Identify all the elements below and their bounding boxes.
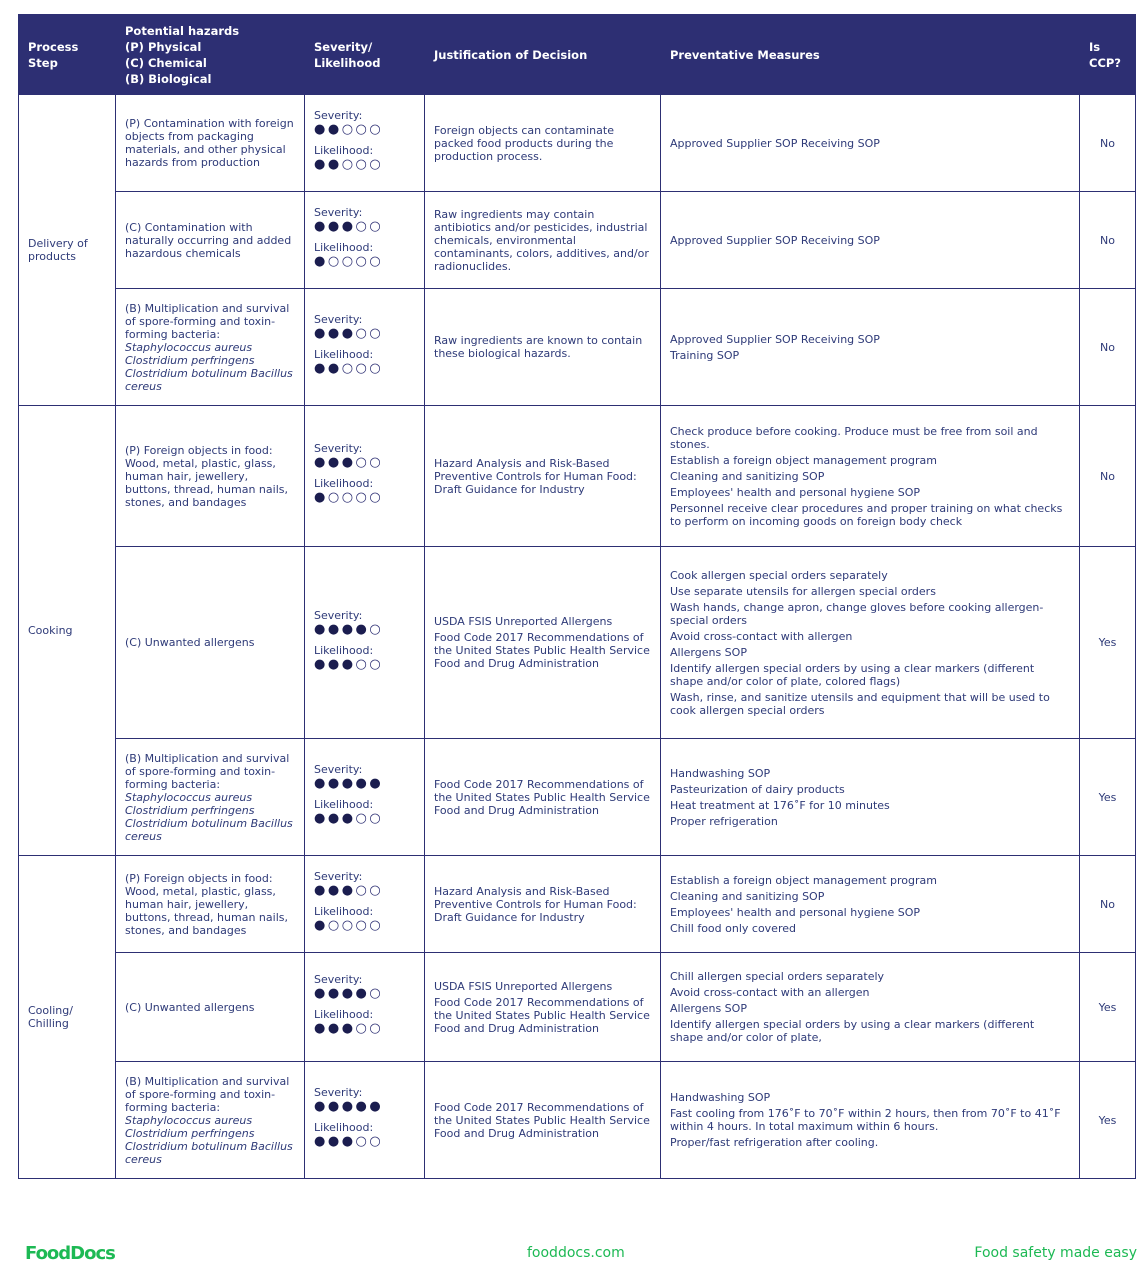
empty-dot-icon: ○ — [327, 918, 342, 933]
severity-likelihood-cell — [305, 192, 425, 289]
filled-dot-icon: ● — [314, 1134, 328, 1149]
footer — [0, 1243, 1148, 1265]
hazard-cell — [116, 95, 305, 192]
table-row — [19, 739, 1136, 856]
measure-item: Identify allergen special orders by using a clear markers (different shape and/or color of plate, — [670, 1018, 1035, 1044]
severity-rating — [314, 622, 415, 638]
justification-cell — [425, 1062, 661, 1179]
filled-dot-icon: ● — [314, 656, 328, 672]
measure-item: Chill food only covered — [670, 921, 796, 935]
likelihood-label: Likelihood: — [314, 643, 374, 657]
filled-dot-icon: ● — [327, 776, 342, 791]
likelihood-label: Likelihood: — [314, 798, 374, 811]
fooddocs-logo: FoodDocs — [25, 1243, 115, 1264]
ccp-cell: No — [1080, 192, 1136, 289]
severity-rating — [314, 883, 415, 899]
justification-cell — [425, 739, 661, 856]
hazard-cell — [116, 547, 305, 739]
filled-dot-icon: ● — [341, 986, 356, 1001]
filled-dot-icon: ● — [341, 621, 356, 637]
measure-item: Employees' health and personal hygiene SOP — [670, 905, 921, 919]
severity-likelihood-cell — [305, 953, 425, 1062]
severity-likelihood-cell — [305, 406, 425, 547]
bacteria-name: Clostridium botulinum Bacillus cereus — [125, 1139, 293, 1166]
filled-dot-icon: ● — [314, 361, 328, 376]
measures-cell — [661, 953, 1080, 1062]
justification-text: USDA FSIS Unreported Allergens — [434, 979, 613, 993]
filled-dot-icon: ● — [355, 776, 370, 791]
ccp-cell: Yes — [1080, 739, 1136, 856]
justification-text: Food Code 2017 Recommendations of the United States Public Health Service Food and Drug Administration — [434, 1100, 650, 1140]
filled-dot-icon: ● — [327, 122, 342, 137]
col-ccp: Is CCP? — [1080, 15, 1136, 95]
bacteria-name: Clostridium perfringens — [125, 803, 255, 817]
justification-text: Foreign objects can contaminate packed food products during the production process. — [434, 123, 614, 163]
measure-item: Allergens SOP — [670, 1002, 747, 1015]
filled-dot-icon: ● — [314, 122, 328, 137]
ccp-cell: No — [1080, 289, 1136, 406]
empty-dot-icon: ○ — [355, 811, 370, 826]
filled-dot-icon: ● — [327, 1134, 342, 1149]
ccp-cell: Yes — [1080, 1062, 1136, 1179]
ccp-cell: No — [1080, 856, 1136, 953]
likelihood-rating — [314, 657, 415, 673]
table-row — [19, 953, 1136, 1062]
filled-dot-icon: ● — [314, 883, 328, 898]
measure-item: Proper/fast refrigeration after cooling. — [670, 1136, 879, 1149]
filled-dot-icon: ● — [355, 986, 370, 1001]
severity-label: Severity: — [314, 1086, 363, 1099]
hazard-text: (C) Contamination with naturally occurring and added hazardous chemicals — [125, 220, 292, 260]
empty-dot-icon: ○ — [355, 361, 370, 376]
bacteria-name: Clostridium perfringens — [125, 1126, 255, 1140]
filled-dot-icon: ● — [314, 157, 328, 172]
empty-dot-icon: ○ — [369, 254, 384, 269]
measure-item: Employees' health and personal hygiene SOP — [670, 485, 921, 499]
measures-cell — [661, 856, 1080, 953]
bacteria-name: Clostridium perfringens — [125, 353, 255, 367]
ccp-cell: No — [1080, 95, 1136, 192]
empty-dot-icon: ○ — [355, 883, 370, 898]
filled-dot-icon: ● — [314, 986, 328, 1001]
empty-dot-icon: ○ — [341, 361, 356, 376]
filled-dot-icon: ● — [341, 1099, 356, 1114]
filled-dot-icon: ● — [327, 455, 342, 470]
table-row — [19, 95, 1136, 192]
filled-dot-icon: ● — [327, 1021, 342, 1036]
measure-item: Avoid cross-contact with allergen — [670, 629, 853, 643]
justification-text: Hazard Analysis and Risk-Based Preventive Controls for Human Food: Draft Guidance for Industry — [434, 456, 637, 496]
severity-rating — [314, 122, 415, 138]
filled-dot-icon: ● — [355, 621, 370, 637]
measure-item: Wash hands, change apron, change gloves before cooking allergen-special orders — [670, 600, 1044, 627]
justification-cell — [425, 953, 661, 1062]
filled-dot-icon: ● — [314, 254, 328, 269]
severity-label: Severity: — [314, 973, 363, 986]
filled-dot-icon: ● — [314, 219, 328, 234]
measures-cell — [661, 192, 1080, 289]
justification-text: Food Code 2017 Recommendations of the United States Public Health Service Food and Drug Administration — [434, 631, 650, 670]
empty-dot-icon: ○ — [355, 490, 370, 505]
empty-dot-icon: ○ — [341, 254, 356, 269]
filled-dot-icon: ● — [327, 656, 342, 672]
bacteria-name: Clostridium botulinum Bacillus cereus — [125, 816, 293, 843]
likelihood-label: Likelihood: — [314, 241, 374, 254]
website-link[interactable]: fooddocs.com — [527, 1245, 625, 1261]
likelihood-rating — [314, 157, 415, 173]
severity-likelihood-cell — [305, 856, 425, 953]
filled-dot-icon: ● — [327, 157, 342, 172]
empty-dot-icon: ○ — [369, 361, 384, 376]
col-justification: Justification of Decision — [425, 15, 661, 95]
hazard-cell — [116, 1062, 305, 1179]
filled-dot-icon: ● — [355, 1099, 370, 1114]
severity-label: Severity: — [314, 870, 363, 883]
hazard-text: (B) Multiplication and survival of spore-forming and toxin-forming bacteria: — [125, 751, 290, 791]
process-step-cell: Cooking — [19, 406, 116, 856]
severity-label: Severity: — [314, 442, 363, 455]
table-row — [19, 1062, 1136, 1179]
empty-dot-icon: ○ — [369, 219, 384, 234]
measures-cell — [661, 739, 1080, 856]
justification-text: Raw ingredients may contain antibiotics and/or pesticides, industrial chemicals, environmental contaminants, colors, additives, and/or radionuclides. — [434, 207, 649, 273]
filled-dot-icon: ● — [314, 490, 328, 505]
filled-dot-icon: ● — [341, 883, 356, 898]
severity-label: Severity: — [314, 608, 363, 622]
severity-likelihood-cell — [305, 547, 425, 739]
filled-dot-icon: ● — [327, 326, 342, 341]
justification-text: Hazard Analysis and Risk-Based Preventive Controls for Human Food: Draft Guidance for Industry — [434, 884, 637, 924]
empty-dot-icon: ○ — [355, 918, 370, 933]
measure-item: Chill allergen special orders separately — [670, 970, 885, 983]
haccp-table — [18, 14, 1136, 1179]
filled-dot-icon: ● — [314, 1099, 328, 1114]
empty-dot-icon: ○ — [369, 883, 384, 898]
hazards-header-line: (P) Physical — [125, 39, 202, 54]
measure-item: Allergens SOP — [670, 645, 747, 659]
filled-dot-icon: ● — [314, 326, 328, 341]
filled-dot-icon: ● — [341, 1134, 356, 1149]
severity-rating — [314, 776, 415, 792]
hazard-text: (C) Unwanted allergens — [125, 1000, 255, 1014]
table-row — [19, 856, 1136, 953]
filled-dot-icon: ● — [314, 455, 328, 470]
justification-text: USDA FSIS Unreported Allergens — [434, 615, 613, 628]
justification-cell — [425, 406, 661, 547]
severity-likelihood-cell — [305, 739, 425, 856]
filled-dot-icon: ● — [327, 621, 342, 637]
empty-dot-icon: ○ — [341, 918, 356, 933]
empty-dot-icon: ○ — [369, 621, 384, 637]
filled-dot-icon: ● — [341, 776, 356, 791]
measure-item: Personnel receive clear procedures and proper training on what checks to perform on incoming goods on foreign body check — [670, 501, 1063, 528]
empty-dot-icon: ○ — [341, 157, 356, 172]
tagline: Food safety made easy — [974, 1245, 1137, 1261]
table-row — [19, 289, 1136, 406]
severity-likelihood-cell — [305, 1062, 425, 1179]
filled-dot-icon: ● — [327, 986, 342, 1001]
table-row — [19, 547, 1136, 739]
col-measures: Preventative Measures — [661, 15, 1080, 95]
ccp-cell: Yes — [1080, 953, 1136, 1062]
hazard-text: (P) Foreign objects in food: Wood, metal, plastic, glass, human hair, jewellery, buttons, thread, human nails, stones, and bandages — [125, 443, 288, 509]
filled-dot-icon: ● — [327, 361, 342, 376]
likelihood-rating — [314, 254, 415, 270]
measures-cell — [661, 1062, 1080, 1179]
justification-text: Food Code 2017 Recommendations of the United States Public Health Service Food and Drug Administration — [434, 777, 650, 817]
severity-likelihood-cell — [305, 289, 425, 406]
justification-cell — [425, 95, 661, 192]
empty-dot-icon: ○ — [355, 326, 370, 341]
empty-dot-icon: ○ — [355, 656, 370, 672]
measure-item: Approved Supplier SOP Receiving SOP — [670, 136, 880, 150]
empty-dot-icon: ○ — [369, 656, 384, 672]
filled-dot-icon: ● — [341, 1021, 356, 1036]
hazard-text: (P) Contamination with foreign objects from packaging materials, and other physical hazards from production — [125, 117, 294, 169]
justification-text: Raw ingredients are known to contain these biological hazards. — [434, 334, 643, 360]
measure-item: Approved Supplier SOP Receiving SOP — [670, 233, 880, 247]
severity-label: Severity: — [314, 313, 363, 326]
empty-dot-icon: ○ — [369, 1021, 384, 1036]
justification-cell — [425, 192, 661, 289]
severity-label: Severity: — [314, 763, 363, 776]
filled-dot-icon: ● — [327, 219, 342, 234]
measure-item: Check produce before cooking. Produce must be free from soil and stones. — [670, 424, 1038, 451]
empty-dot-icon: ○ — [369, 811, 384, 826]
hazard-cell — [116, 856, 305, 953]
measure-item: Use separate utensils for allergen special orders — [670, 584, 936, 598]
empty-dot-icon: ○ — [327, 254, 342, 269]
severity-label: Severity: — [314, 109, 363, 122]
measure-item: Training SOP — [670, 348, 740, 362]
empty-dot-icon: ○ — [355, 1021, 370, 1036]
filled-dot-icon: ● — [369, 776, 384, 791]
likelihood-label: Likelihood: — [314, 348, 374, 361]
empty-dot-icon: ○ — [369, 326, 384, 341]
table-row — [19, 192, 1136, 289]
table-row — [19, 406, 1136, 547]
hazard-text: (C) Unwanted allergens — [125, 636, 255, 649]
measure-item: Handwashing SOP — [670, 1091, 771, 1104]
empty-dot-icon: ○ — [355, 455, 370, 470]
measures-cell — [661, 547, 1080, 739]
hazard-cell — [116, 192, 305, 289]
ccp-cell: No — [1080, 406, 1136, 547]
likelihood-label: Likelihood: — [314, 477, 374, 490]
severity-likelihood-cell — [305, 95, 425, 192]
hazards-header-line: (B) Biological — [125, 71, 212, 86]
col-hazards — [116, 15, 305, 95]
measure-item: Identify allergen special orders by using a clear markers (different shape and/or color of plate, colored flags) — [670, 661, 1035, 688]
hazard-text: (P) Foreign objects in food: Wood, metal, plastic, glass, human hair, jewellery, buttons, thread, human nails, stones, and bandages — [125, 871, 288, 937]
severity-rating — [314, 455, 415, 471]
empty-dot-icon: ○ — [369, 157, 384, 172]
table-body — [19, 95, 1136, 1179]
measure-item: Approved Supplier SOP Receiving SOP — [670, 332, 880, 346]
likelihood-rating — [314, 1134, 415, 1150]
filled-dot-icon: ● — [314, 811, 328, 826]
filled-dot-icon: ● — [341, 811, 356, 826]
measures-cell — [661, 95, 1080, 192]
hazard-text: (B) Multiplication and survival of spore-forming and toxin-forming bacteria: — [125, 301, 290, 341]
measure-item: Wash, rinse, and sanitize utensils and equipment that will be used to cook allergen special orders — [670, 690, 1050, 717]
hazard-cell — [116, 739, 305, 856]
likelihood-rating — [314, 811, 415, 827]
filled-dot-icon: ● — [341, 219, 356, 234]
empty-dot-icon: ○ — [355, 254, 370, 269]
likelihood-rating — [314, 361, 415, 377]
measure-item: Pasteurization of dairy products — [670, 782, 845, 796]
likelihood-label: Likelihood: — [314, 1121, 374, 1134]
likelihood-rating — [314, 918, 415, 934]
empty-dot-icon: ○ — [341, 122, 356, 137]
measures-cell — [661, 406, 1080, 547]
severity-rating — [314, 1099, 415, 1115]
filled-dot-icon: ● — [327, 811, 342, 826]
measure-item: Establish a foreign object management program — [670, 873, 937, 887]
measure-item: Heat treatment at 176˚F for 10 minutes — [670, 798, 890, 812]
hazard-cell — [116, 406, 305, 547]
filled-dot-icon: ● — [341, 656, 356, 672]
empty-dot-icon: ○ — [355, 219, 370, 234]
measure-item: Fast cooling from 176˚F to 70˚F within 2 hours, then from 70˚F to 41˚F within 4 hours. In total maximum within 6 hours. — [670, 1107, 1061, 1133]
measure-item: Handwashing SOP — [670, 766, 771, 780]
likelihood-label: Likelihood: — [314, 905, 374, 918]
likelihood-rating — [314, 1021, 415, 1037]
col-severity: Severity/ Likelihood — [305, 15, 425, 95]
empty-dot-icon: ○ — [369, 122, 384, 137]
empty-dot-icon: ○ — [327, 490, 342, 505]
severity-rating — [314, 219, 415, 235]
likelihood-rating — [314, 490, 415, 506]
likelihood-label: Likelihood: — [314, 144, 374, 157]
empty-dot-icon: ○ — [369, 986, 384, 1001]
measure-item: Avoid cross-contact with an allergen — [670, 986, 870, 999]
header-row — [19, 15, 1136, 95]
justification-cell — [425, 856, 661, 953]
empty-dot-icon: ○ — [355, 1134, 370, 1149]
empty-dot-icon: ○ — [341, 490, 356, 505]
filled-dot-icon: ● — [369, 1099, 384, 1114]
severity-rating — [314, 986, 415, 1002]
measure-item: Proper refrigeration — [670, 814, 778, 828]
filled-dot-icon: ● — [341, 326, 356, 341]
empty-dot-icon: ○ — [369, 1134, 384, 1149]
filled-dot-icon: ● — [327, 883, 342, 898]
measure-item: Cleaning and sanitizing SOP — [670, 889, 825, 903]
filled-dot-icon: ● — [314, 1021, 328, 1036]
process-step-cell: Cooling/ Chilling — [19, 856, 116, 1179]
measure-item: Cleaning and sanitizing SOP — [670, 469, 825, 483]
empty-dot-icon: ○ — [355, 157, 370, 172]
filled-dot-icon: ● — [341, 455, 356, 470]
filled-dot-icon: ● — [314, 776, 328, 791]
measures-cell — [661, 289, 1080, 406]
hazards-header-line: Potential hazards — [125, 23, 240, 38]
likelihood-label: Likelihood: — [314, 1008, 374, 1021]
bacteria-name: Staphylococcus aureus — [125, 1113, 253, 1127]
measure-item: Establish a foreign object management program — [670, 453, 937, 467]
bacteria-name: Staphylococcus aureus — [125, 790, 253, 804]
col-process-step: Process Step — [19, 15, 116, 95]
process-step-cell: Delivery of products — [19, 95, 116, 406]
hazard-cell — [116, 953, 305, 1062]
justification-text: Food Code 2017 Recommendations of the United States Public Health Service Food and Drug Administration — [434, 995, 650, 1035]
bacteria-name: Staphylococcus aureus — [125, 340, 253, 354]
filled-dot-icon: ● — [314, 918, 328, 933]
severity-label: Severity: — [314, 206, 363, 219]
empty-dot-icon: ○ — [369, 918, 384, 933]
hazards-header-line: (C) Chemical — [125, 55, 207, 70]
justification-cell — [425, 289, 661, 406]
justification-cell — [425, 547, 661, 739]
empty-dot-icon: ○ — [369, 455, 384, 470]
bacteria-name: Clostridium botulinum Bacillus cereus — [125, 366, 293, 393]
severity-rating — [314, 326, 415, 342]
filled-dot-icon: ● — [327, 1099, 342, 1114]
hazard-text: (B) Multiplication and survival of spore-forming and toxin-forming bacteria: — [125, 1074, 290, 1114]
ccp-cell: Yes — [1080, 547, 1136, 739]
empty-dot-icon: ○ — [369, 490, 384, 505]
hazard-cell — [116, 289, 305, 406]
empty-dot-icon: ○ — [355, 122, 370, 137]
measure-item: Cook allergen special orders separately — [670, 568, 888, 582]
filled-dot-icon: ● — [314, 621, 328, 637]
